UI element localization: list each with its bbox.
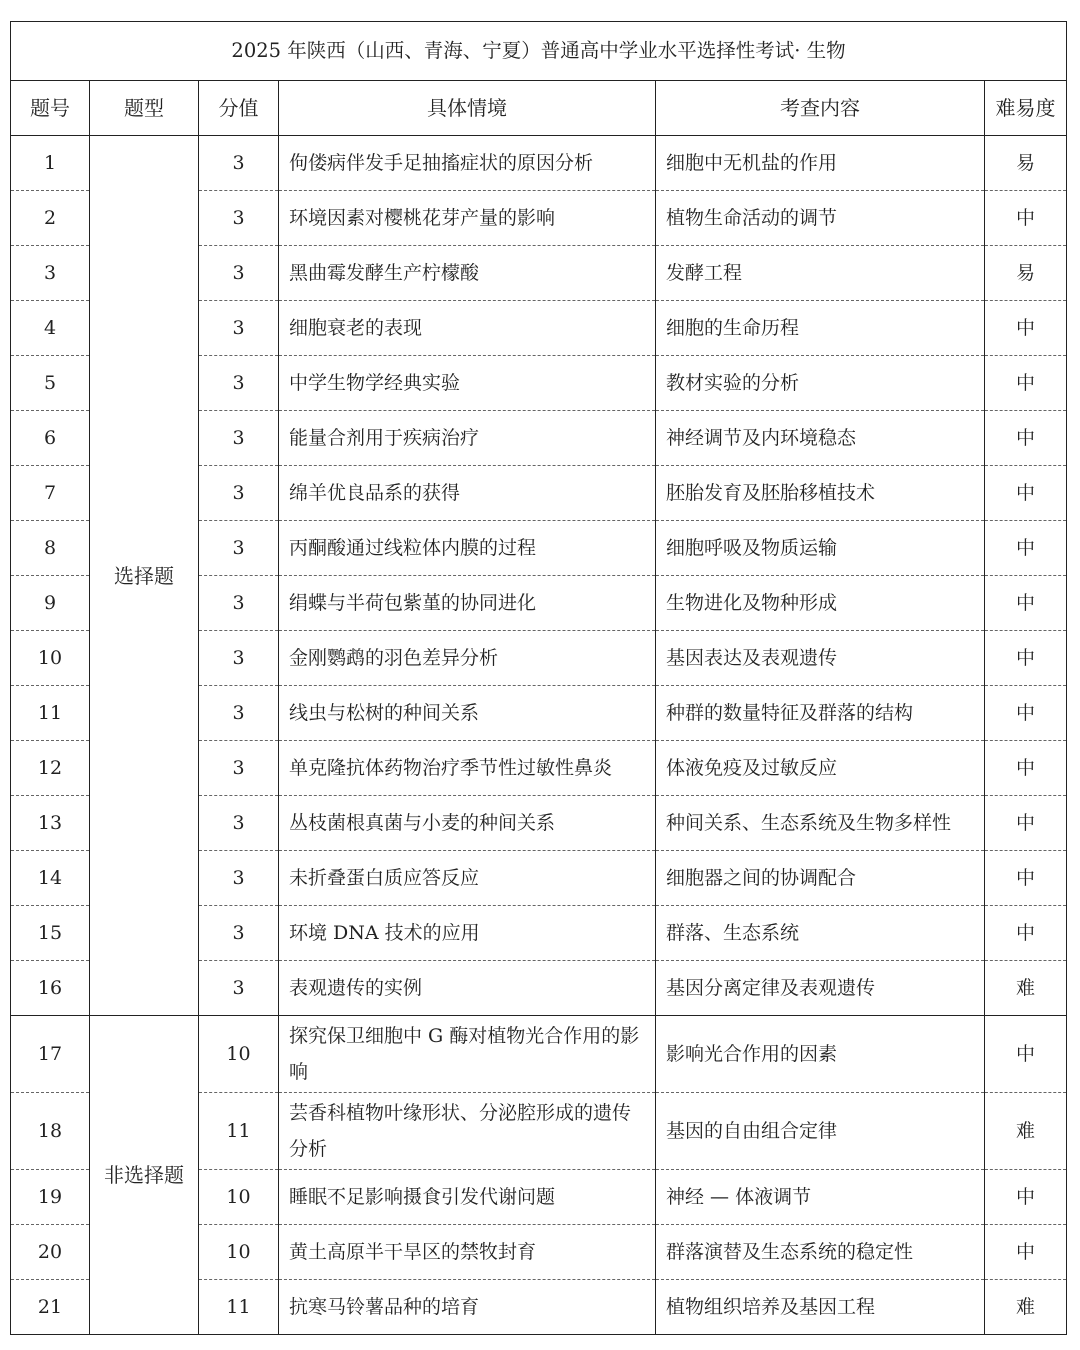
content-cell: 细胞中无机盐的作用 [656,136,985,191]
difficulty-cell: 中 [985,741,1067,796]
context-cell: 单克隆抗体药物治疗季节性过敏性鼻炎 [279,741,656,796]
difficulty-cell: 中 [985,631,1067,686]
header-content: 考查内容 [656,81,985,136]
context-cell: 丛枝菌根真菌与小麦的种间关系 [279,796,656,851]
context-cell: 环境 DNA 技术的应用 [279,906,656,961]
difficulty-cell: 中 [985,356,1067,411]
header-score: 分值 [199,81,279,136]
difficulty-cell: 难 [985,961,1067,1016]
context-cell: 睡眠不足影响摄食引发代谢问题 [279,1170,656,1225]
context-cell: 佝偻病伴发手足抽搐症状的原因分析 [279,136,656,191]
question-no-cell: 3 [11,246,90,301]
content-cell: 植物生命活动的调节 [656,191,985,246]
content-cell: 教材实验的分析 [656,356,985,411]
score-cell: 3 [199,906,279,961]
difficulty-cell: 中 [985,906,1067,961]
content-cell: 植物组织培养及基因工程 [656,1280,985,1335]
content-cell: 群落演替及生态系统的稳定性 [656,1225,985,1280]
content-cell: 发酵工程 [656,246,985,301]
content-cell: 细胞的生命历程 [656,301,985,356]
content-cell: 影响光合作用的因素 [656,1016,985,1093]
context-cell: 黑曲霉发酵生产柠檬酸 [279,246,656,301]
question-no-cell: 19 [11,1170,90,1225]
context-cell: 丙酮酸通过线粒体内膜的过程 [279,521,656,576]
question-no-cell: 21 [11,1280,90,1335]
difficulty-cell: 中 [985,191,1067,246]
context-cell: 表观遗传的实例 [279,961,656,1016]
score-cell: 3 [199,521,279,576]
content-cell: 神经 — 体液调节 [656,1170,985,1225]
score-cell: 3 [199,356,279,411]
content-cell: 基因分离定律及表观遗传 [656,961,985,1016]
content-cell: 基因的自由组合定律 [656,1093,985,1170]
question-no-cell: 6 [11,411,90,466]
question-no-cell: 15 [11,906,90,961]
score-cell: 10 [199,1225,279,1280]
context-cell: 探究保卫细胞中 G 酶对植物光合作用的影响 [279,1016,656,1093]
question-no-cell: 2 [11,191,90,246]
question-no-cell: 17 [11,1016,90,1093]
score-cell: 11 [199,1280,279,1335]
question-no-cell: 5 [11,356,90,411]
score-cell: 3 [199,851,279,906]
content-cell: 细胞呼吸及物质运输 [656,521,985,576]
question-no-cell: 14 [11,851,90,906]
difficulty-cell: 中 [985,1016,1067,1093]
context-cell: 绵羊优良品系的获得 [279,466,656,521]
score-cell: 3 [199,741,279,796]
score-cell: 3 [199,796,279,851]
header-context: 具体情境 [279,81,656,136]
question-no-cell: 16 [11,961,90,1016]
header-question-type: 题型 [90,81,199,136]
score-cell: 11 [199,1093,279,1170]
content-cell: 群落、生态系统 [656,906,985,961]
context-cell: 未折叠蛋白质应答反应 [279,851,656,906]
context-cell: 能量合剂用于疾病治疗 [279,411,656,466]
context-cell: 细胞衰老的表现 [279,301,656,356]
score-cell: 3 [199,686,279,741]
question-no-cell: 1 [11,136,90,191]
difficulty-cell: 难 [985,1093,1067,1170]
question-no-cell: 8 [11,521,90,576]
question-no-cell: 10 [11,631,90,686]
table-body [11,136,1067,1335]
header-question-no: 题号 [11,81,90,136]
context-cell: 环境因素对樱桃花芽产量的影响 [279,191,656,246]
score-cell: 3 [199,411,279,466]
question-no-cell: 13 [11,796,90,851]
difficulty-cell: 中 [985,576,1067,631]
difficulty-cell: 难 [985,1280,1067,1335]
content-cell: 种群的数量特征及群落的结构 [656,686,985,741]
difficulty-cell: 中 [985,686,1067,741]
table-row [11,136,1067,191]
question-no-cell: 7 [11,466,90,521]
question-no-cell: 20 [11,1225,90,1280]
difficulty-cell: 中 [985,466,1067,521]
difficulty-cell: 易 [985,246,1067,301]
question-no-cell: 4 [11,301,90,356]
content-cell: 生物进化及物种形成 [656,576,985,631]
score-cell: 3 [199,301,279,356]
content-cell: 基因表达及表观遗传 [656,631,985,686]
difficulty-cell: 中 [985,796,1067,851]
content-cell: 神经调节及内环境稳态 [656,411,985,466]
table-title: 2025 年陕西（山西、青海、宁夏）普通高中学业水平选择性考试· 生物 [11,22,1067,81]
context-cell: 金刚鹦鹉的羽色差异分析 [279,631,656,686]
question-no-cell: 12 [11,741,90,796]
score-cell: 3 [199,631,279,686]
score-cell: 3 [199,576,279,631]
content-cell: 体液免疫及过敏反应 [656,741,985,796]
score-cell: 3 [199,466,279,521]
header-difficulty: 难易度 [985,81,1067,136]
difficulty-cell: 中 [985,521,1067,576]
exam-analysis-table [10,21,1067,1335]
difficulty-cell: 中 [985,851,1067,906]
context-cell: 线虫与松树的种间关系 [279,686,656,741]
context-cell: 抗寒马铃薯品种的培育 [279,1280,656,1335]
difficulty-cell: 易 [985,136,1067,191]
score-cell: 10 [199,1170,279,1225]
context-cell: 中学生物学经典实验 [279,356,656,411]
question-type-cell: 选择题 [90,136,199,1016]
score-cell: 3 [199,246,279,301]
question-type-cell: 非选择题 [90,1016,199,1335]
score-cell: 10 [199,1016,279,1093]
difficulty-cell: 中 [985,411,1067,466]
difficulty-cell: 中 [985,301,1067,356]
score-cell: 3 [199,136,279,191]
content-cell: 种间关系、生态系统及生物多样性 [656,796,985,851]
question-no-cell: 11 [11,686,90,741]
context-cell: 黄土高原半干旱区的禁牧封育 [279,1225,656,1280]
difficulty-cell: 中 [985,1170,1067,1225]
context-cell: 芸香科植物叶缘形状、分泌腔形成的遗传分析 [279,1093,656,1170]
table-row [11,1016,1067,1093]
content-cell: 胚胎发育及胚胎移植技术 [656,466,985,521]
context-cell: 绢蝶与半荷包紫堇的协同进化 [279,576,656,631]
difficulty-cell: 中 [985,1225,1067,1280]
content-cell: 细胞器之间的协调配合 [656,851,985,906]
score-cell: 3 [199,961,279,1016]
score-cell: 3 [199,191,279,246]
question-no-cell: 18 [11,1093,90,1170]
question-no-cell: 9 [11,576,90,631]
